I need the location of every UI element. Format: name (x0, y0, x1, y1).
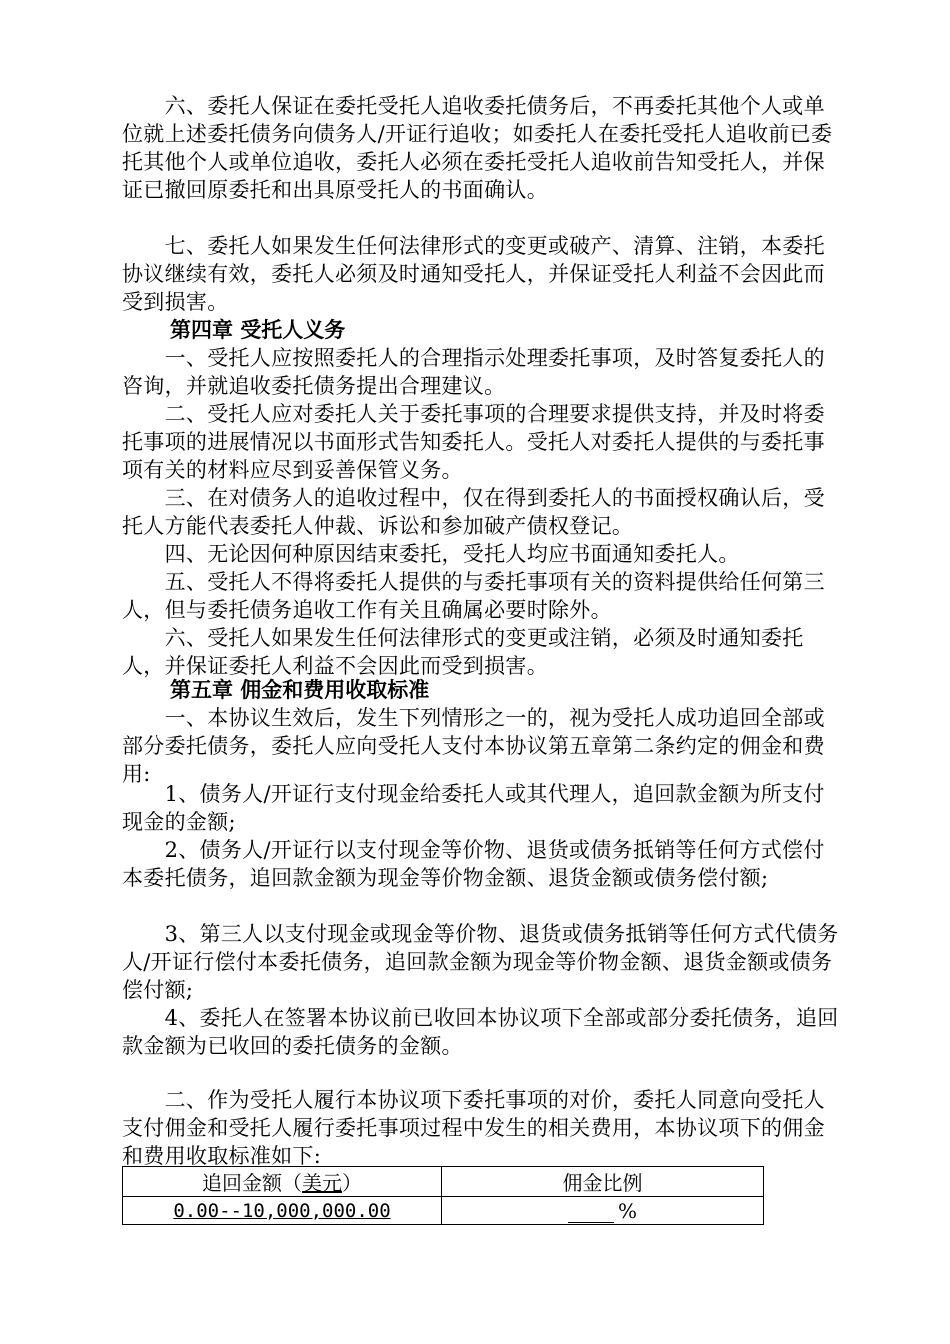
paragraph-3-7: 七、委托人如果发生任何法律形式的变更或破产、清算、注销，本委托协议继续有效，委托人必须及时通知受托人，并保证受托人利益不会因此而受到损害。 (122, 234, 825, 314)
list-item-5-1-1: 1、债务人/开证行支付现金给委托人或其代理人，追回款金额为所支付现金的金额; (122, 782, 825, 834)
amount-range-cell: 0.00--10,000,000.00 (123, 1197, 442, 1225)
header-commission-rate: 佣金比例 (442, 1167, 764, 1197)
paragraph-5-1: 一、本协议生效后，发生下列情形之一的，视为受托人成功追回全部或部分委托债务，委托人应向受托人支付本协议第五章第二条约定的佣金和费用: (122, 706, 825, 786)
paragraph-4-5: 五、受托人不得将委托人提供的与委托事项有关的资料提供给任何第三人，但与委托债务追收工作有关且确属必要时除外。 (122, 570, 825, 622)
chapter-5-heading: 第五章 佣金和费用收取标准 (170, 678, 430, 702)
paragraph-4-3: 三、在对债务人的追收过程中，仅在得到委托人的书面授权确认后，受托人方能代表委托人仲裁、诉讼和参加破产债权登记。 (122, 486, 825, 538)
currency-unit: 美元 (302, 1171, 342, 1195)
rate-blank-line (568, 1202, 614, 1223)
paragraph-4-4: 四、无论因何种原因结束委托，受托人均应书面通知委托人。 (122, 542, 740, 566)
header-recovered-amount: 追回金额（美元） (123, 1167, 442, 1197)
table-row (123, 1197, 764, 1225)
list-item-5-1-3: 3、第三人以支付现金或现金等价物、退货或债务抵销等任何方式代债务人/开证行偿付本委托债务，追回款金额为现金等价物金额、退货金额或债务偿付额; (122, 922, 839, 1002)
paragraph-4-1: 一、受托人应按照委托人的合理指示处理委托事项，及时答复委托人的咨询，并就追收委托债务提出合理建议。 (122, 346, 825, 398)
paragraph-3-6: 六、委托人保证在委托受托人追收委托债务后，不再委托其他个人或单位就上述委托债务向债务人/开证行追收；如委托人在委托受托人追收前已委托其他个人或单位追收，委托人必须在委托受托人追收前告知受托人，并保证已撤回原委托和出具原受托人的书面确认。 (122, 94, 833, 202)
list-item-5-1-4: 4、委托人在签署本协议前已收回本协议项下全部或部分委托债务，追回款金额为已收回的委托债务的金额。 (122, 1006, 839, 1058)
paragraph-4-6: 六、受托人如果发生任何法律形式的变更或注销，必须及时通知委托人，并保证委托人利益不会因此而受到损害。 (122, 626, 804, 678)
commission-rate-table (122, 1166, 764, 1225)
chapter-4-heading: 第四章 受托人义务 (170, 318, 346, 342)
paragraph-5-2: 二、作为受托人履行本协议项下委托事项的对价，委托人同意向受托人支付佣金和受托人履行委托事项过程中发生的相关费用，本协议项下的佣金和费用收取标准如下: (122, 1088, 825, 1168)
table-header-row (123, 1167, 764, 1197)
rate-cell: % (442, 1197, 764, 1225)
paragraph-4-2: 二、受托人应对委托人关于委托事项的合理要求提供支持，并及时将委托事项的进展情况以书面形式告知委托人。受托人对委托人提供的与委托事项有关的材料应尽到妥善保管义务。 (122, 402, 825, 482)
list-item-5-1-2: 2、债务人/开证行以支付现金等价物、退货或债务抵销等任何方式偿付本委托债务，追回款金额为现金等价物金额、退货金额或债务偿付额; (122, 838, 825, 890)
